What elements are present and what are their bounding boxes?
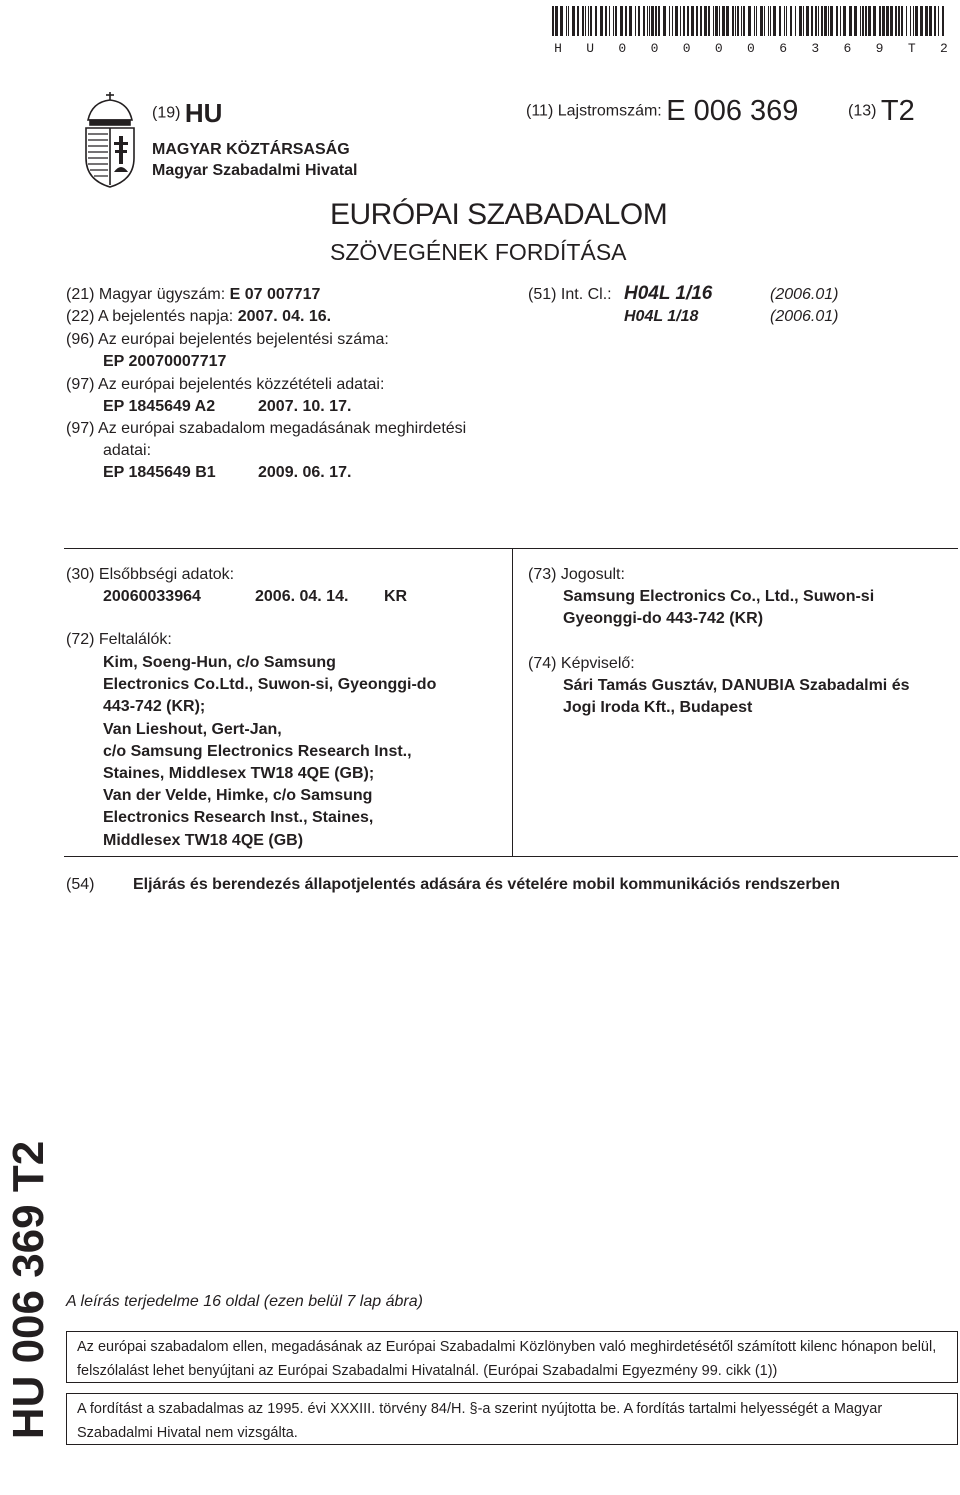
barcode-bar <box>756 6 757 36</box>
barcode-bar <box>649 6 650 36</box>
barcode-bar <box>655 6 657 36</box>
barcode-bar <box>790 6 792 36</box>
ipc-class-version: (2006.01) <box>770 286 839 303</box>
owner-line: Samsung Electronics Co., Ltd., Suwon-si <box>563 588 875 605</box>
barcode-bar <box>560 6 563 36</box>
barcode-bar <box>873 6 876 36</box>
barcode-bar <box>913 6 914 36</box>
barcode-bar <box>882 6 885 36</box>
field-21-label: (21) Magyar ügyszám: <box>66 286 226 303</box>
barcode-bar <box>854 6 857 36</box>
barcode-bar <box>605 6 607 36</box>
barcode-char: 0 <box>747 41 755 56</box>
barcode-char: 0 <box>682 41 691 56</box>
barcode-bar <box>818 6 819 36</box>
barcode-bar <box>647 6 648 36</box>
barcode-bar <box>635 6 636 36</box>
barcode-bar <box>828 6 829 36</box>
registration-number: E 006 369 <box>666 95 799 127</box>
barcode-bar <box>748 6 751 36</box>
field-96-value: EP 20070007717 <box>103 353 227 370</box>
barcode-bar <box>743 6 745 36</box>
field-97b-number: EP 1845649 B1 <box>103 464 216 481</box>
barcode-bar <box>737 6 739 36</box>
agent-line: Sári Tamás Gusztáv, DANUBIA Szabadalmi és <box>563 677 910 694</box>
barcode-bar <box>862 6 864 36</box>
barcode-bar <box>770 6 771 36</box>
inventor-line: c/o Samsung Electronics Research Inst., <box>103 742 412 760</box>
barcode-bar <box>890 6 893 36</box>
field-74-label: (74) Képviselő: <box>528 655 635 672</box>
barcode-bar <box>865 6 867 36</box>
barcode-bar <box>860 6 861 36</box>
field-21 <box>66 286 320 304</box>
field-72-label: (72) Feltalálók: <box>66 631 172 648</box>
document-subtitle: SZÖVEGÉNEK FORDÍTÁSA <box>330 239 627 265</box>
barcode-bar <box>779 6 781 36</box>
inventor-line: Kim, Soeng-Hun, c/o Samsung <box>103 654 336 671</box>
barcode-bar <box>552 6 554 36</box>
barcode-bar <box>588 6 589 36</box>
barcode-bar <box>773 6 776 36</box>
barcode-bar <box>815 6 817 36</box>
barcode-bar <box>625 6 627 36</box>
description-extent: A leírás terjedelme 16 oldal (ezen belül 7 lap ábra) <box>66 1293 423 1310</box>
barcode-bar <box>806 6 809 36</box>
barcode-bar <box>768 6 769 36</box>
barcode-char: U <box>586 41 595 56</box>
owner-line: Gyeonggi-do 443-742 (KR) <box>563 610 764 627</box>
barcode-bar <box>920 6 923 36</box>
barcode-bar <box>732 6 734 36</box>
field-22-value: 2007. 04. 16. <box>237 308 332 325</box>
barcode-bar <box>895 6 897 36</box>
barcode-char: 3 <box>811 41 820 56</box>
barcode-bar <box>849 6 852 36</box>
field-97a-number: EP 1845649 A2 <box>103 398 216 415</box>
opposition-notice-box <box>66 1331 958 1383</box>
inventor-line: Van der Velde, Himke, c/o Samsung <box>103 787 373 805</box>
barcode-bar <box>942 6 944 36</box>
barcode-bar <box>638 6 640 36</box>
barcode-bar <box>840 6 841 36</box>
coat-of-arms-icon <box>78 92 142 188</box>
barcode-bar <box>929 6 932 36</box>
barcode-bar <box>585 6 586 36</box>
barcode-bar <box>843 6 846 36</box>
ipc-class-code: H04L 1/16 <box>624 283 713 304</box>
field-97b-label-line1: (97) Az európai szabadalom megadásának meghirdetési <box>66 420 467 437</box>
inventor-line: Staines, Middlesex TW18 4QE (GB); <box>103 765 375 782</box>
barcode-char: 0 <box>618 41 627 56</box>
field-97a-date: 2007. 10. 17. <box>258 398 352 415</box>
barcode-bar <box>613 6 614 36</box>
barcode-bar <box>910 6 911 36</box>
registration-block <box>526 95 798 128</box>
barcode-bar <box>741 6 742 36</box>
barcode-bar <box>760 6 763 36</box>
opposition-notice-text: Az európai szabadalom ellen, megadásának az Európai Szabadalmi Közlönyben való meghirdetésétől számított kilenc hónapon belül, felszólalást lehet benyújtani az Európai Szabadalmi Hivatalnál. (Európai Szabadalmi Egyezmény 99. cikk (1)) <box>77 1339 937 1379</box>
barcode-bar <box>754 6 755 36</box>
barcode-char: 9 <box>875 41 884 56</box>
barcode-bar <box>811 6 813 36</box>
field-54-label: (54) <box>66 876 95 893</box>
office-name: Magyar Szabadalmi Hivatal <box>152 162 358 179</box>
barcode-bar <box>609 6 610 36</box>
barcode-bar <box>938 6 939 36</box>
document-title: EURÓPAI SZABADALOM <box>330 198 668 231</box>
barcode-bar <box>687 6 689 36</box>
country-name: MAGYAR KÖZTÁRSASÁG <box>152 141 350 158</box>
barcode-bar <box>786 6 787 36</box>
barcode-bar <box>886 6 889 36</box>
barcode-char: 0 <box>650 41 659 56</box>
barcode-bar <box>658 6 660 36</box>
inventor-line: Middlesex TW18 4QE (GB) <box>103 831 304 849</box>
barcode-bar <box>915 6 918 36</box>
parties-frame-divider <box>512 548 513 857</box>
field-96-label: (96) Az európai bejelentés bejelentési száma: <box>66 331 389 348</box>
barcode-char: 0 <box>714 41 723 56</box>
parties-frame-top-rule <box>64 548 958 549</box>
barcode-bar <box>803 6 804 36</box>
barcode-bar <box>566 6 567 36</box>
barcode-bar <box>700 6 702 36</box>
barcode-bar <box>572 6 575 36</box>
barcode-bar <box>669 6 670 36</box>
country-code: HU <box>184 98 223 128</box>
translation-notice-text: A fordítást a szabadalmas az 1995. évi XXXIII. törvény 84/H. §-a szerint nyújtotta be. A fordítás tartalmi helyességét a Magyar Szabadalmi Hivatal nem vizsgálta. <box>77 1401 883 1441</box>
barcode-bar <box>595 6 597 36</box>
barcode-bar <box>764 6 765 36</box>
barcode-text <box>552 41 950 56</box>
field-97b-label-line2: adatai: <box>103 442 152 459</box>
inventor-line: Electronics Co.Ltd., Suwon-si, Gyeonggi-do <box>103 676 437 694</box>
field-51-label: (51) Int. Cl.: <box>528 286 612 303</box>
barcode-bar <box>898 6 900 36</box>
barcode-bar <box>925 6 928 36</box>
barcode-bar <box>799 6 802 36</box>
barcode-bar <box>582 6 584 36</box>
barcode-bar <box>719 6 720 36</box>
kind-code: T2 <box>880 95 915 127</box>
barcode-bar <box>704 6 707 36</box>
registration-prefix: (11) Lajstromszám: <box>526 102 662 120</box>
barcode-bar <box>568 6 569 36</box>
barcode-bar <box>577 6 579 36</box>
barcode-bar <box>824 6 827 36</box>
barcode <box>552 6 950 36</box>
barcode-bar <box>696 6 698 36</box>
barcode-bar <box>683 6 685 36</box>
barcode-bar <box>615 6 617 36</box>
invention-title: Eljárás és berendezés állapotjelentés adására és vételére mobil kommunikációs rendszerben <box>133 876 840 893</box>
barcode-char: 2 <box>939 41 948 56</box>
barcode-char: 6 <box>779 41 787 56</box>
barcode-bar <box>651 6 654 36</box>
barcode-bar <box>663 6 666 36</box>
barcode-bar <box>708 6 710 36</box>
field-30-label: (30) Elsőbbségi adatok: <box>66 566 235 583</box>
barcode-bar <box>643 6 645 36</box>
barcode-bar <box>879 6 881 36</box>
barcode-bar <box>836 6 838 36</box>
barcode-char: T <box>907 41 916 56</box>
parties-frame-bottom-rule <box>64 856 958 857</box>
country-prefix: (19) <box>152 104 181 122</box>
ipc-class-version: (2006.01) <box>770 308 839 325</box>
priority-country: KR <box>384 588 408 605</box>
barcode-bar <box>675 6 678 36</box>
barcode-bar <box>784 6 785 36</box>
barcode-bar <box>906 6 907 36</box>
barcode-bar <box>722 6 725 36</box>
barcode-bar <box>691 6 694 36</box>
barcode-bar <box>901 6 903 36</box>
barcode-char: H <box>554 41 562 56</box>
agent-line: Jogi Iroda Kft., Budapest <box>563 699 753 716</box>
kind-code-block <box>848 95 915 128</box>
barcode-bar <box>735 6 736 36</box>
barcode-bar <box>830 6 833 36</box>
priority-date: 2006. 04. 14. <box>255 588 349 605</box>
barcode-bar <box>672 6 673 36</box>
barcode-bar <box>726 6 729 36</box>
field-97a-label: (97) Az európai bejelentés közzétételi adatai: <box>66 376 385 393</box>
barcode-bar <box>629 6 632 36</box>
kind-prefix: (13) <box>848 102 877 120</box>
inventor-line: Van Lieshout, Gert-Jan, <box>103 720 282 738</box>
barcode-bar <box>620 6 623 36</box>
barcode-bar <box>868 6 871 36</box>
barcode-bar <box>600 6 603 36</box>
inventor-line: 443-742 (KR); <box>103 698 206 716</box>
field-21-value: E 07 007717 <box>229 286 321 303</box>
barcode-bar <box>795 6 796 36</box>
barcode-bar <box>555 6 558 36</box>
inventor-line: Electronics Research Inst., Staines, <box>103 809 374 827</box>
field-22 <box>66 308 331 326</box>
field-97b-date: 2009. 06. 17. <box>258 464 352 481</box>
field-22-label: (22) A bejelentés napja: <box>66 308 234 325</box>
barcode-bar <box>821 6 823 36</box>
translation-notice-box <box>66 1393 958 1445</box>
barcode-bar <box>715 6 718 36</box>
barcode-bar <box>713 6 714 36</box>
side-publication-code: HU 006 369 T2 <box>4 1140 53 1440</box>
field-73-label: (73) Jogosult: <box>528 566 625 583</box>
priority-number: 20060033964 <box>103 588 201 605</box>
barcode-bar <box>680 6 681 36</box>
ipc-class-code: H04L 1/18 <box>624 308 699 325</box>
country-block <box>152 98 222 129</box>
barcode-bar <box>934 6 936 36</box>
barcode-bar <box>590 6 592 36</box>
barcode-char: 6 <box>843 41 852 56</box>
